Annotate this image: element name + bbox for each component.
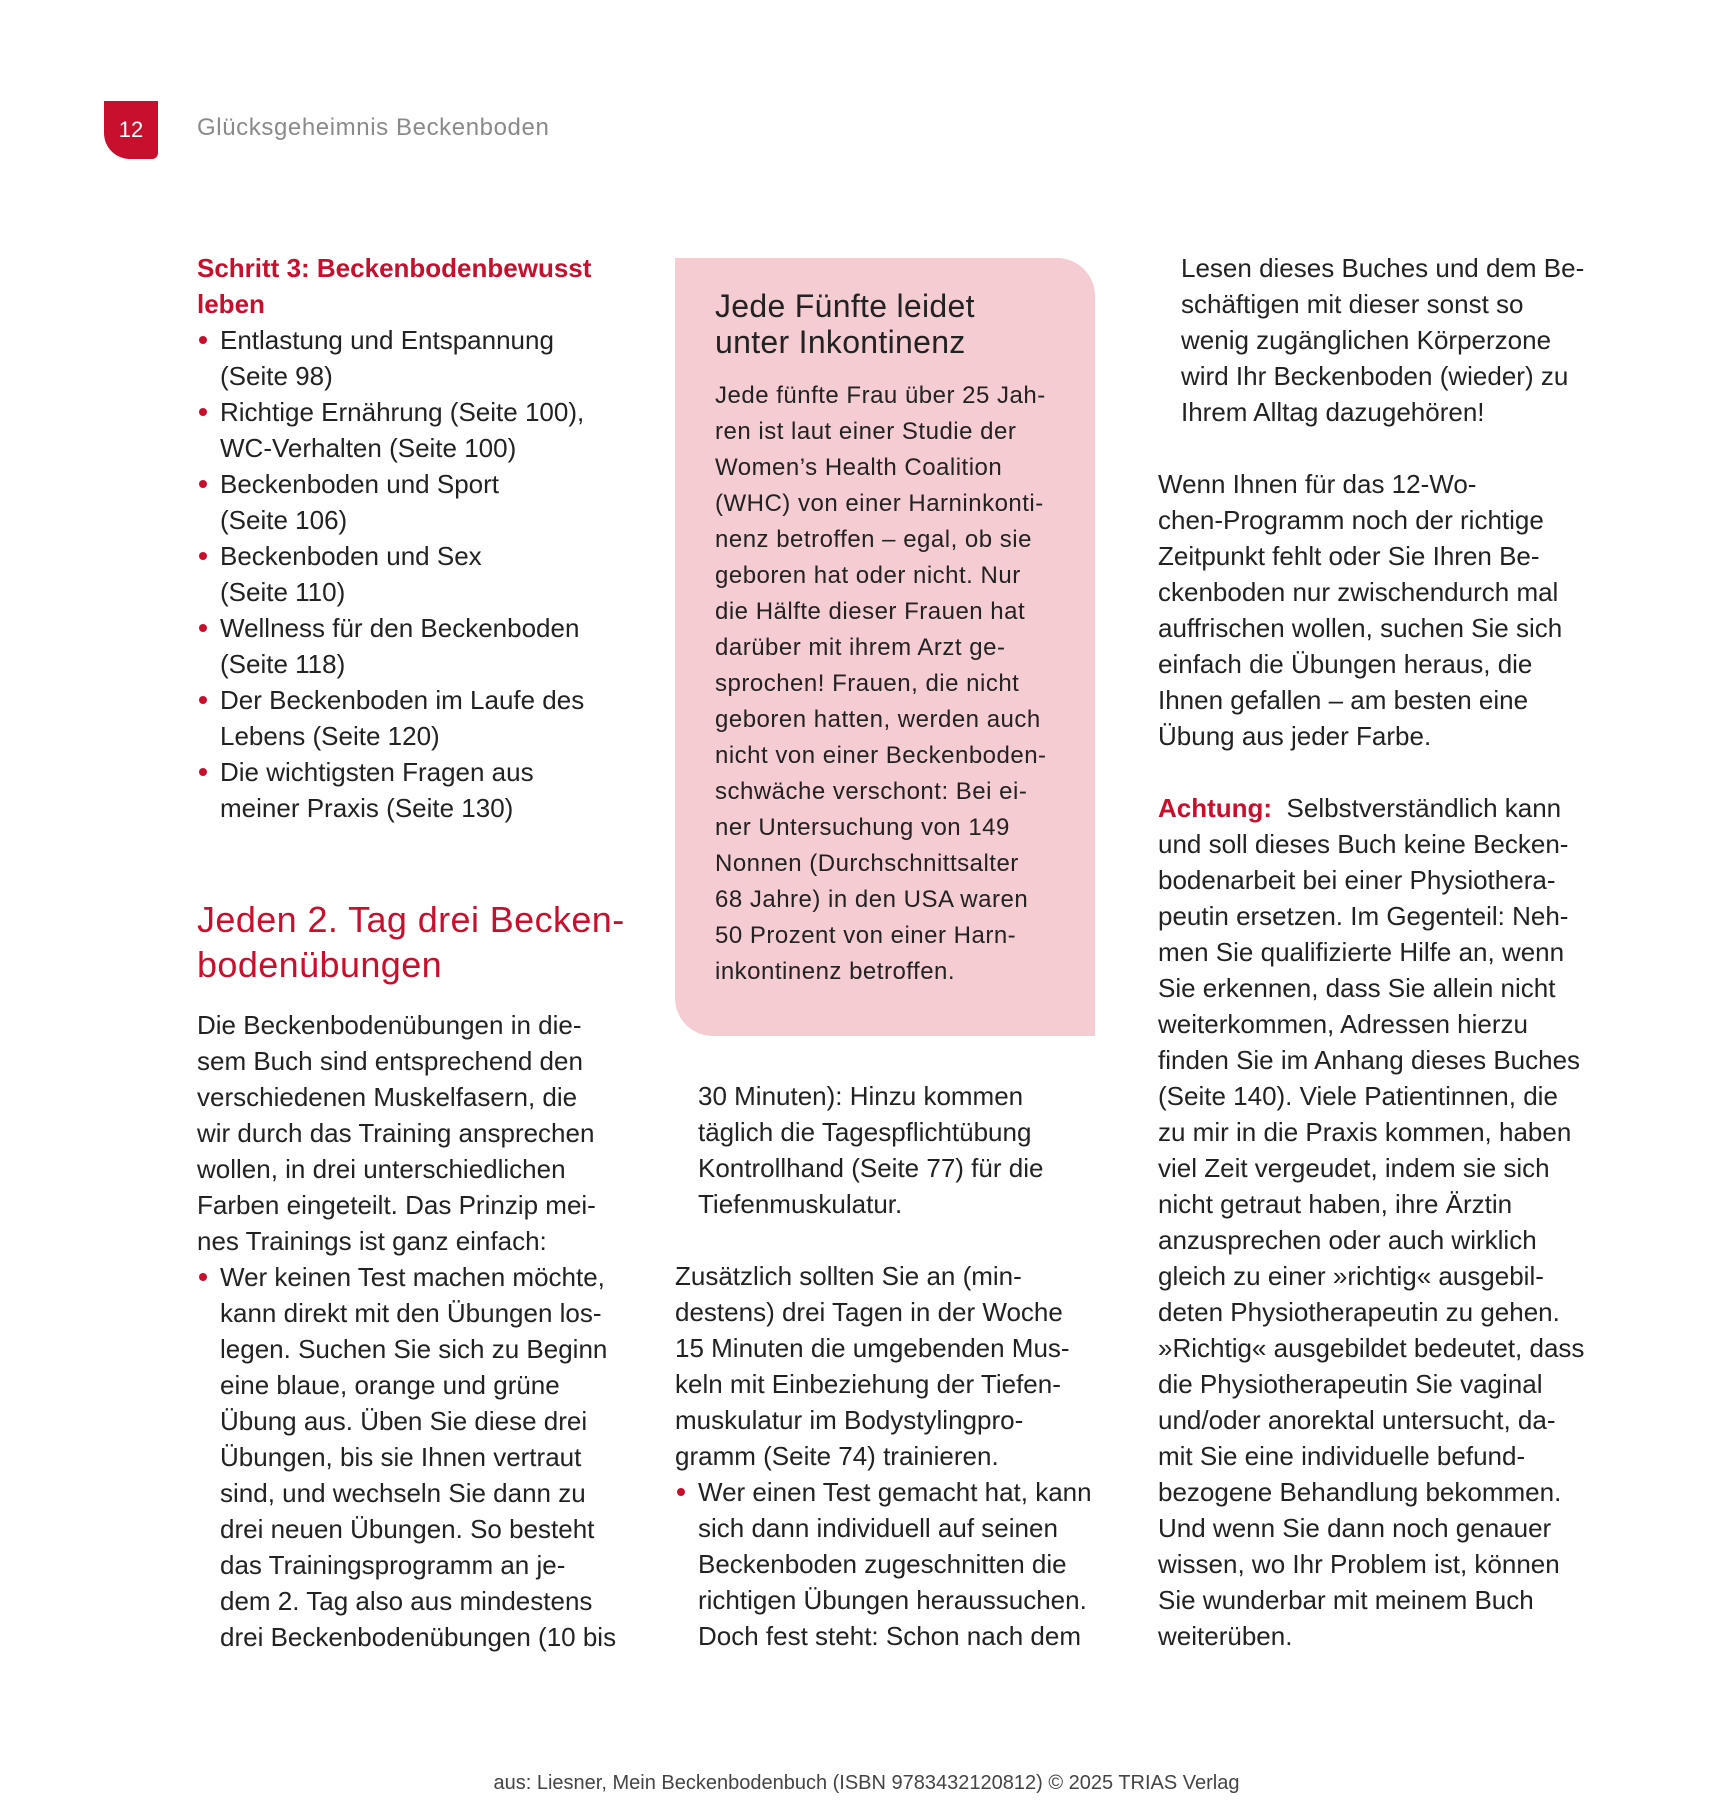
source-footer: aus: Liesner, Mein Beckenbodenbuch (ISBN 9783432120812) © 2025 TRIAS Verlag xyxy=(493,1772,1240,1794)
text-line: wissen, wo Ihr Problem ist, können xyxy=(1158,1549,1560,1579)
text-line: und/oder anorektal untersucht, da- xyxy=(1158,1405,1556,1435)
info-box-title-line: unter Inkontinenz xyxy=(715,324,966,360)
step-heading-line: leben xyxy=(197,289,265,319)
text-line: Ihnen gefallen – am besten eine xyxy=(1158,685,1529,715)
text-line: bodenarbeit bei einer Physiothera- xyxy=(1158,865,1556,895)
text-line: peutin ersetzen. Im Gegenteil: Neh- xyxy=(1158,901,1569,931)
text-line: Jede fünfte Frau über 25 Jah- xyxy=(715,382,1046,409)
list-item-line: WC-Verhalten (Seite 100) xyxy=(220,433,517,463)
section-heading-line: bodenübungen xyxy=(197,944,443,985)
text-line: 30 Minuten): Hinzu kommen xyxy=(698,1081,1024,1111)
text-line: darüber mit ihrem Arzt ge- xyxy=(715,634,1006,661)
text-line: ren ist laut einer Studie der xyxy=(715,418,1017,445)
text-line: weiterüben. xyxy=(1158,1621,1293,1651)
text-line: Doch fest steht: Schon nach dem xyxy=(698,1621,1081,1651)
info-box-body xyxy=(715,378,1047,990)
text-line: nes Trainings ist ganz einfach: xyxy=(197,1226,547,1256)
list-item-line: Lebens (Seite 120) xyxy=(220,721,440,751)
list-item xyxy=(197,538,617,610)
text-line: gleich zu einer »richtig« ausgebil- xyxy=(1158,1261,1544,1291)
text-line: Nonnen (Durchschnittsalter xyxy=(715,850,1019,877)
list-item xyxy=(197,322,617,394)
section-heading xyxy=(197,897,637,987)
text-line: zu mir in die Praxis kommen, haben xyxy=(1158,1117,1572,1147)
text-line: sprochen! Frauen, die nicht xyxy=(715,670,1020,697)
text-line: Übung aus jeder Farbe. xyxy=(1158,721,1432,751)
text-line: Wer einen Test gemacht hat, kann xyxy=(698,1477,1092,1507)
list-item-line: Die wichtigsten Fragen aus xyxy=(220,757,534,787)
continuation-paragraph xyxy=(1158,250,1598,430)
text-line: das Trainingsprogramm an je- xyxy=(220,1550,566,1580)
running-title: Glücksgeheimnis Beckenboden xyxy=(197,114,550,141)
page-number-badge xyxy=(104,101,158,159)
list-item xyxy=(197,394,617,466)
text-line: Tiefenmuskulatur. xyxy=(698,1189,903,1219)
text-line: drei neuen Übungen. So besteht xyxy=(220,1514,595,1544)
list-item xyxy=(675,1474,1115,1654)
list-item-line: Beckenboden und Sport xyxy=(220,469,499,499)
text-line: sind, und wechseln Sie dann zu xyxy=(220,1478,586,1508)
column-1-top xyxy=(197,250,617,826)
text-line: nicht von einer Beckenboden- xyxy=(715,742,1047,769)
text-line: Zeitpunkt fehlt oder Sie Ihren Be- xyxy=(1158,541,1540,571)
text-line: deten Physiotherapeutin zu gehen. xyxy=(1158,1297,1560,1327)
text-line: sich dann individuell auf seinen xyxy=(698,1513,1058,1543)
text-line: destens) drei Tagen in der Woche xyxy=(675,1297,1063,1327)
attention-first-line xyxy=(1158,790,1598,826)
info-box-title xyxy=(715,288,975,360)
text-line: bezogene Behandlung bekommen. xyxy=(1158,1477,1562,1507)
text-line: gramm (Seite 74) trainieren. xyxy=(675,1441,999,1471)
text-line: anzusprechen oder auch wirklich xyxy=(1158,1225,1537,1255)
text-line: Kontrollhand (Seite 77) für die xyxy=(698,1153,1044,1183)
text-line: Ihrem Alltag dazugehören! xyxy=(1181,397,1485,427)
text-line: viel Zeit vergeudet, indem sie sich xyxy=(1158,1153,1550,1183)
text-segment: Selbstverständlich kann xyxy=(1286,793,1562,823)
text-line: richtigen Übungen heraussuchen. xyxy=(698,1585,1087,1615)
text-line: wollen, in drei unterschiedlichen xyxy=(197,1154,566,1184)
list-item-line: Beckenboden und Sex xyxy=(220,541,482,571)
text-line: täglich die Tagespflichtübung xyxy=(698,1117,1032,1147)
list-item xyxy=(197,682,617,754)
text-line: die Hälfte dieser Frauen hat xyxy=(715,598,1026,625)
list-item-line: Richtige Ernährung (Seite 100), xyxy=(220,397,585,427)
list-item-line: meiner Praxis (Seite 130) xyxy=(220,793,514,823)
text-line: drei Beckenbodenübungen (10 bis xyxy=(220,1622,617,1652)
text-line: verschiedenen Muskelfasern, die xyxy=(197,1082,578,1112)
intro-paragraph xyxy=(197,1007,627,1259)
text-line: »Richtig« ausgebildet bedeutet, dass xyxy=(1158,1333,1585,1363)
paragraph xyxy=(1158,466,1598,754)
section-heading-line: Jeden 2. Tag drei Becken- xyxy=(197,899,625,940)
list-item xyxy=(197,610,617,682)
text-line: ner Untersuchung von 149 xyxy=(715,814,1010,841)
text-line: 15 Minuten die umgebenden Mus- xyxy=(675,1333,1070,1363)
text-line: wenig zugänglichen Körperzone xyxy=(1181,325,1552,355)
text-line: und soll dieses Buch keine Becken- xyxy=(1158,829,1569,859)
text-line: dem 2. Tag also aus mindestens xyxy=(220,1586,593,1616)
text-line: Übungen, bis sie Ihnen vertraut xyxy=(220,1442,582,1472)
text-line: (Seite 140). Viele Patientinnen, die xyxy=(1158,1081,1558,1111)
step-heading-line: Schritt 3: Beckenbodenbewusst xyxy=(197,253,592,283)
text-line: men Sie qualifizierte Hilfe an, wenn xyxy=(1158,937,1565,967)
text-line: nenz betroffen – egal, ob sie xyxy=(715,526,1032,553)
text-line: die Physiotherapeutin Sie vaginal xyxy=(1158,1369,1543,1399)
text-line: eine blaue, orange und grüne xyxy=(220,1370,560,1400)
text-line: schwäche verschont: Bei ei- xyxy=(715,778,1028,805)
text-line: 50 Prozent von einer Harn- xyxy=(715,922,1017,949)
text-line: wir durch das Training ansprechen xyxy=(197,1118,595,1148)
text-line: chen-Programm noch der richtige xyxy=(1158,505,1544,535)
text-line: inkontinenz betroffen. xyxy=(715,958,956,985)
step-list xyxy=(197,322,617,826)
text-line: geboren hat oder nicht. Nur xyxy=(715,562,1021,589)
column-3-body xyxy=(1158,250,1598,1654)
text-line: keln mit Einbeziehung der Tiefen- xyxy=(675,1369,1061,1399)
info-box-title-line: Jede Fünfte leidet xyxy=(715,288,975,324)
paragraph xyxy=(675,1258,1115,1474)
text-line: weiterkommen, Adressen hierzu xyxy=(1158,1009,1528,1039)
text-line: kann direkt mit den Übungen los- xyxy=(220,1298,602,1328)
attention-paragraph xyxy=(1158,790,1598,1654)
text-line: Wenn Ihnen für das 12-Wo- xyxy=(1158,469,1477,499)
text-line: Übung aus. Üben Sie diese drei xyxy=(220,1406,588,1436)
list-item-line: (Seite 118) xyxy=(220,649,346,679)
text-line: finden Sie im Anhang dieses Buches xyxy=(1158,1045,1581,1075)
text-line: (WHC) von einer Harninkonti- xyxy=(715,490,1044,517)
text-line: schäftigen mit dieser sonst so xyxy=(1181,289,1524,319)
text-line: Women’s Health Coalition xyxy=(715,454,1003,481)
text-line: Beckenboden zugeschnitten die xyxy=(698,1549,1067,1579)
list-item-line: (Seite 106) xyxy=(220,505,348,535)
list-item-line: (Seite 110) xyxy=(220,577,346,607)
step-heading xyxy=(197,250,617,322)
list-item-line: Entlastung und Entspannung xyxy=(220,325,554,355)
list-item xyxy=(197,1259,627,1655)
list-item-line: Wellness für den Beckenboden xyxy=(220,613,580,643)
text-line: geboren hatten, werden auch xyxy=(715,706,1041,733)
list-item xyxy=(197,466,617,538)
page-number: 12 xyxy=(118,117,144,142)
text-line: nicht getraut haben, ihre Ärztin xyxy=(1158,1189,1513,1219)
text-line: Farben eingeteilt. Das Prinzip mei- xyxy=(197,1190,596,1220)
continuation-paragraph xyxy=(675,1078,1115,1222)
text-line: muskulatur im Bodystylingpro- xyxy=(675,1405,1024,1435)
text-line: Lesen dieses Buches und dem Be- xyxy=(1181,253,1585,283)
column-2-body xyxy=(675,1078,1115,1654)
list-item-line: (Seite 98) xyxy=(220,361,333,391)
text-line: Zusätzlich sollten Sie an (min- xyxy=(675,1261,1022,1291)
text-line: legen. Suchen Sie sich zu Beginn xyxy=(220,1334,608,1364)
text-line: 68 Jahre) in den USA waren xyxy=(715,886,1029,913)
text-line: wird Ihr Beckenboden (wieder) zu xyxy=(1181,361,1569,391)
text-line: Sie erkennen, dass Sie allein nicht xyxy=(1158,973,1556,1003)
text-line: auffrischen wollen, suchen Sie sich xyxy=(1158,613,1563,643)
list-item xyxy=(197,754,617,826)
list-item-line: Der Beckenboden im Laufe des xyxy=(220,685,585,715)
text-line: einfach die Übungen heraus, die xyxy=(1158,649,1533,679)
text-line: mit Sie eine individuelle befund- xyxy=(1158,1441,1526,1471)
text-line: Wer keinen Test machen möchte, xyxy=(220,1262,605,1292)
text-line: sem Buch sind entsprechend den xyxy=(197,1046,583,1076)
text-line: Sie wunderbar mit meinem Buch xyxy=(1158,1585,1534,1615)
attention-label: Achtung: xyxy=(1158,793,1273,823)
text-line: ckenboden nur zwischendurch mal xyxy=(1158,577,1559,607)
text-line: Die Beckenbodenübungen in die- xyxy=(197,1010,582,1040)
text-line: Und wenn Sie dann noch genauer xyxy=(1158,1513,1552,1543)
column-1-body xyxy=(197,1007,627,1655)
